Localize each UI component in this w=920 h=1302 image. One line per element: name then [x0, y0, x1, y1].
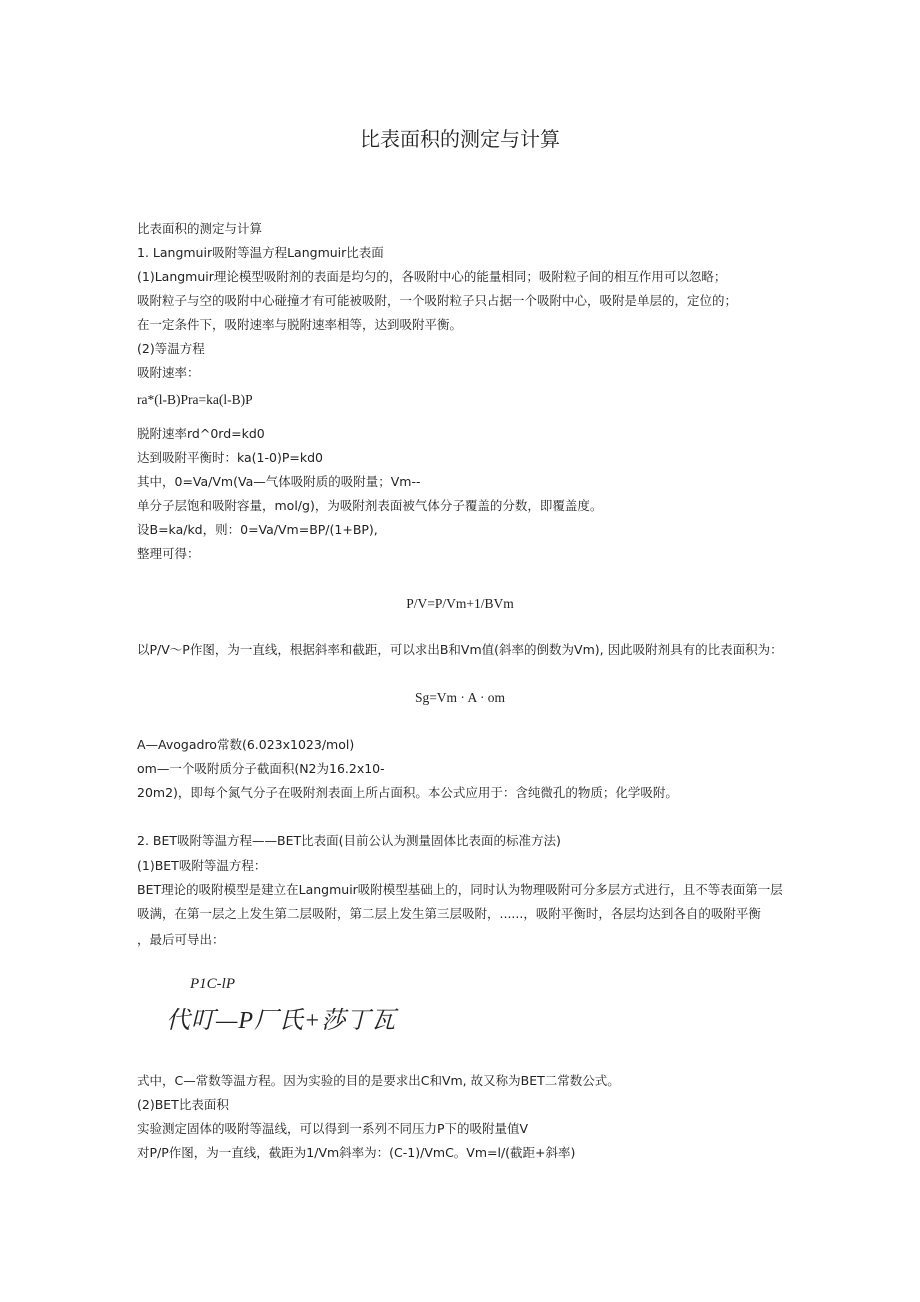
formula-langmuir: P/V=P/Vm+1/BVm: [406, 596, 514, 611]
paragraph-line: (1)Langmuir理论模型吸附剂的表面是均匀的，各吸附中心的能量相同；吸附粒子间的相互作用可以忽略；: [137, 269, 727, 284]
paragraph-line: 吸满，在第一层之上发生第二层吸附，第二层上发生第三层吸附，......，吸附平衡时，各层均达到各自的吸附平衡: [137, 906, 761, 921]
paragraph-line: 整理可得：: [137, 546, 200, 561]
paragraph-line: 实验测定固体的吸附等温线，可以得到一系列不同压力P下的吸附量值V: [137, 1121, 529, 1136]
subtitle: 比表面积的测定与计算: [137, 221, 263, 236]
paragraph-line: A—Avogadro常数(6.023x1023/mol): [137, 737, 355, 752]
paragraph-line: 其中，0=Va/Vm(Va—气体吸附质的吸附量；Vm--: [137, 474, 421, 489]
paragraph-line: 脱附速率rd^0rd=kd0: [137, 426, 265, 441]
paragraph-line: 单分子层饱和吸附容量，mol/g)，为吸附剂表面被气体分子覆盖的分数，即覆盖度。: [137, 498, 603, 513]
formula-sg: Sg=Vm · A · om: [414, 690, 506, 705]
document-title: 比表面积的测定与计算: [360, 127, 560, 151]
bet-formula-garbled: 代叮—P厂氏+莎丁瓦: [166, 1008, 397, 1034]
paragraph-line: 设B=ka/kd，则：0=Va/Vm=BP/(1+BP),: [137, 522, 378, 537]
paragraph-line: 达到吸附平衡时：ka(1-0)P=kd0: [137, 450, 323, 465]
subsection-heading: (2)等温方程: [137, 341, 205, 356]
paragraph-line: 在一定条件下，吸附速率与脱附速率相等，达到吸附平衡。: [137, 317, 463, 332]
paragraph-line: om—一个吸附质分子截面积(N2为16.2x10-: [137, 761, 385, 776]
bet-formula-numerator: P1C-lP: [190, 976, 235, 992]
section-heading-1: 1. Langmuir吸附等温方程Langmuir比表面: [137, 245, 384, 260]
formula-line: ra*(l-B)Pra=ka(l-B)P: [137, 392, 253, 407]
subsection-heading: (2)BET比表面积: [137, 1097, 229, 1112]
section-heading-2: 2. BET吸附等温方程——BET比表面(目前公认为测量固体比表面的标准方法): [137, 833, 561, 848]
paragraph-line: 吸附粒子与空的吸附中心碰撞才有可能被吸附，一个吸附粒子只占据一个吸附中心，吸附是单层的，定位的；: [137, 293, 738, 308]
paragraph-line: BET理论的吸附模型是建立在Langmuir吸附模型基础上的，同时认为物理吸附可分多层方式进行，且不等表面第一层: [137, 882, 783, 897]
paragraph-line: 20m2)，即每个氮气分子在吸附剂表面上所占面积。本公式应用于：含纯微孔的物质；化学吸附。: [137, 785, 678, 800]
subsection-heading: (1)BET吸附等温方程：: [137, 858, 267, 873]
paragraph-line: 对P/P作图，为一直线，截距为1/Vm斜率为：(C-1)/VmC。Vm=l/(截距+斜率): [137, 1145, 576, 1160]
paragraph-line: ，最后可导出：: [137, 932, 225, 947]
paragraph-line: 式中，C—常数等温方程。因为实验的目的是要求出C和Vm, 故又称为BET二常数公式。: [137, 1073, 620, 1088]
paragraph-line: 吸附速率：: [137, 365, 200, 380]
paragraph-line: 以P/V～P作图，为一直线，根据斜率和截距，可以求出B和Vm值(斜率的倒数为Vm), 因此吸附剂具有的比表面积为：: [137, 642, 783, 657]
